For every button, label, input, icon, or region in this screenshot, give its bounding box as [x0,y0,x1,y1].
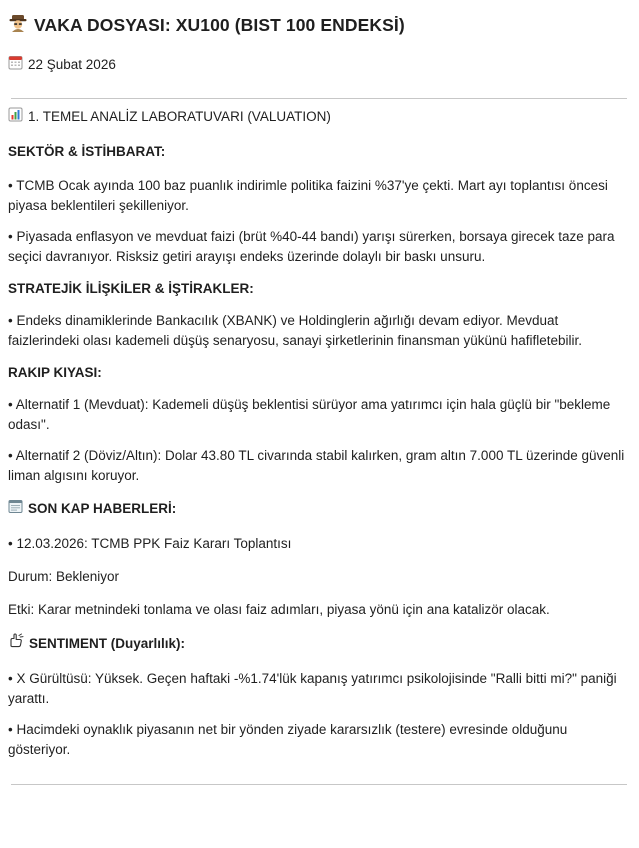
thinking-hand-icon [8,633,24,654]
sentiment-heading-text: SENTIMENT (Duyarlılık): [29,635,186,651]
newspaper-icon [8,499,23,519]
sektor-paragraph-1: • TCMB Ocak ayında 100 baz puanlık indirimle politika faizini %37'ye çekti. Mart ayı toplantısı öncesi piyasa beklentileri şekilleniyor. [8,178,608,213]
kap-effect: Etki: Karar metnindeki tonlama ve olası faiz adımları, piyasa yönü için ana katalizör olacak. [8,602,550,617]
section-heading [8,107,629,127]
kap-heading-text: SON KAP HABERLERİ: [28,501,177,516]
top-divider [11,98,627,99]
rakip-heading: RAKIP KIYASI: [8,365,102,380]
stratejik-paragraph-1: • Endeks dinamiklerinde Bankacılık (XBANK) ve Holdinglerin ağırlığı devam ediyor. Mevduat faizlerindeki olası kademeli düşüş senaryosu, sanayi şirketlerinin finansman yükünü hafifletebilir. [8,313,583,348]
sektor-heading: SEKTÖR & İSTİHBARAT: [8,144,166,159]
document-title [8,12,629,37]
detective-icon [8,12,28,37]
title-text: VAKA DOSYASI: XU100 (BIST 100 ENDEKSİ) [34,14,405,35]
bar-chart-icon [8,107,23,127]
kap-status: Durum: Bekleniyor [8,569,120,584]
rakip-paragraph-1: • Alternatif 1 (Mevduat): Kademeli düşüş beklentisi sürüyor ama yatırımcı için hala güçlü bir "bekleme odası". [8,397,611,432]
sentiment-paragraph-2: • Hacimdeki oynaklık piyasanın net bir yönden ziyade kararsızlık (testere) evresinde olduğunu gösteriyor. [8,722,568,757]
document-date [8,55,629,75]
kap-item: • 12.03.2026: TCMB PPK Faiz Kararı Toplantısı [8,536,292,551]
bottom-divider [11,784,627,785]
date-text: 22 Şubat 2026 [28,57,116,72]
sentiment-paragraph-1: • X Gürültüsü: Yüksek. Geçen haftaki -%1.74'lük kapanış yatırımcı psikolojisinde "Ralli bitti mi?" paniği yarattı. [8,671,617,706]
calendar-icon [8,55,23,75]
sentiment-heading [8,633,629,654]
kap-heading [8,499,629,519]
sektor-paragraph-2: • Piyasada enflasyon ve mevduat faizi (brüt %40-44 bandı) yarışı sürerken, borsaya girecek taze para seçici davranıyor. Risksiz getiri arayışı endeks üzerinde dolaylı bir baskı unsuru. [8,229,615,264]
stratejik-heading: STRATEJİK İLİŞKİLER & İŞTİRAKLER: [8,281,254,296]
section-heading-text: 1. TEMEL ANALİZ LABORATUVARI (VALUATION) [28,109,331,124]
rakip-paragraph-2: • Alternatif 2 (Döviz/Altın): Dolar 43.80 TL civarında stabil kalırken, gram altın 7.000 TL üzerinde güvenli liman algısını koruyor. [8,448,625,483]
